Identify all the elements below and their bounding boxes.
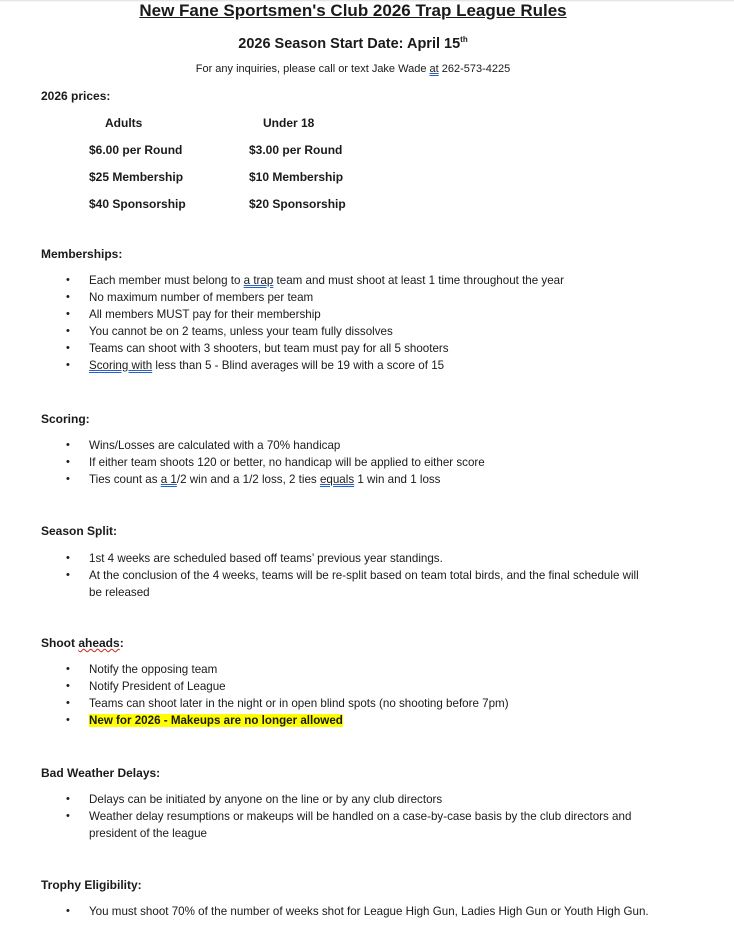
list-item xyxy=(41,437,651,454)
contact-text: For any inquiries, please call or text Jake Wade xyxy=(195,63,430,75)
item-text: Notify the opposing team xyxy=(89,663,218,676)
memberships-heading: Memberships: xyxy=(41,247,123,261)
item-text: /2 win and a 1/2 loss, 2 ties xyxy=(176,473,320,486)
list-item xyxy=(41,903,651,920)
season-split-list xyxy=(41,550,651,601)
list-item xyxy=(41,323,651,340)
item-text: Delays can be initiated by anyone on the line or by any club directors xyxy=(89,793,443,806)
trophy-list xyxy=(41,903,651,920)
bullet-icon: • xyxy=(66,456,70,468)
document-title: New Fane Sportsmen's Club 2026 Trap League Rules xyxy=(139,1,567,20)
season-start-date xyxy=(0,30,706,54)
item-text: You must shoot 70% of the number of weeks shot for League High Gun, Ladies High Gun or Youth High Gun. xyxy=(89,905,649,918)
youth-price-membership: $10 Membership xyxy=(249,170,344,184)
list-item xyxy=(41,712,651,729)
bullet-icon: • xyxy=(66,342,70,354)
shoot-aheads-list xyxy=(41,661,651,729)
list-item xyxy=(41,306,651,323)
contact-phone: 262-573-4225 xyxy=(438,63,511,75)
prices-heading: 2026 prices: xyxy=(41,89,111,103)
contact-at: at xyxy=(429,63,439,75)
adults-label: Adults xyxy=(105,116,143,130)
shoot-aheads-heading xyxy=(41,635,124,651)
item-text: team and must shoot at least 1 time throughout the year xyxy=(273,274,564,287)
bullet-icon: • xyxy=(66,308,70,320)
item-text: Weather delay resumptions or makeups will be handled on a case-by-case basis by the club directors and president of the league xyxy=(89,810,632,840)
item-text: Each member must belong to xyxy=(89,274,244,287)
list-item xyxy=(41,695,651,712)
bad-weather-list xyxy=(41,791,651,842)
list-item xyxy=(41,289,651,306)
list-item xyxy=(41,567,651,601)
season-start-text: 2026 Season Start Date: April 15 xyxy=(238,36,461,52)
scoring-heading: Scoring: xyxy=(41,412,90,426)
bullet-icon: • xyxy=(66,473,70,485)
bullet-icon: • xyxy=(66,697,70,709)
item-text: 1 win and 1 loss xyxy=(354,473,441,486)
bullet-icon: • xyxy=(66,359,70,371)
highlighted-notice: New for 2026 - Makeups are no longer allowed xyxy=(89,714,343,727)
item-text-flagged: equals xyxy=(319,473,355,486)
item-text: Teams can shoot later in the night or in open blind spots (no shooting before 7pm) xyxy=(89,697,509,710)
item-text: Notify President of League xyxy=(89,680,226,693)
list-item xyxy=(41,791,651,808)
list-item xyxy=(41,357,651,374)
list-item xyxy=(41,454,651,471)
item-text: No maximum number of members per team xyxy=(89,291,314,304)
season-split-heading: Season Split: xyxy=(41,524,118,538)
scoring-list xyxy=(41,437,651,488)
trophy-heading: Trophy Eligibility: xyxy=(41,878,142,892)
bullet-icon: • xyxy=(66,905,70,917)
item-text: Wins/Losses are calculated with a 70% handicap xyxy=(89,439,341,452)
bullet-icon: • xyxy=(66,291,70,303)
bullet-icon: • xyxy=(66,714,70,726)
adult-price-round: $6.00 per Round xyxy=(89,143,183,157)
list-item xyxy=(41,550,651,567)
bullet-icon: • xyxy=(66,274,70,286)
list-item xyxy=(41,808,651,842)
item-text: Ties count as xyxy=(89,473,161,486)
youth-price-round: $3.00 per Round xyxy=(249,143,343,157)
bullet-icon: • xyxy=(66,439,70,451)
list-item xyxy=(41,678,651,695)
item-text: Teams can shoot with 3 shooters, but team must pay for all 5 shooters xyxy=(89,342,449,355)
item-text: You cannot be on 2 teams, unless your team fully dissolves xyxy=(89,325,393,338)
bullet-icon: • xyxy=(66,810,70,822)
bullet-icon: • xyxy=(66,552,70,564)
bad-weather-heading: Bad Weather Delays: xyxy=(41,766,161,780)
list-item xyxy=(41,471,651,488)
item-text-flagged: a trap xyxy=(243,274,274,287)
list-item xyxy=(41,340,651,357)
under18-label: Under 18 xyxy=(263,116,315,130)
heading-text-misspelled: aheads xyxy=(78,636,120,650)
bullet-icon: • xyxy=(66,793,70,805)
heading-text: : xyxy=(119,636,124,650)
contact-line xyxy=(0,62,706,76)
bullet-icon: • xyxy=(66,663,70,675)
adult-price-sponsorship: $40 Sponsorship xyxy=(89,197,186,211)
item-text: 1st 4 weeks are scheduled based off teams’ previous year standings. xyxy=(89,552,443,565)
heading-text: Shoot xyxy=(41,636,79,650)
adult-price-membership: $25 Membership xyxy=(89,170,184,184)
bullet-icon: • xyxy=(66,325,70,337)
list-item xyxy=(41,661,651,678)
list-item xyxy=(41,272,651,289)
item-text: At the conclusion of the 4 weeks, teams will be re-split based on team total birds, and the final schedule will be released xyxy=(89,569,639,599)
bullet-icon: • xyxy=(66,680,70,692)
memberships-list xyxy=(41,272,651,374)
bullet-icon: • xyxy=(66,569,70,581)
item-text: If either team shoots 120 or better, no handicap will be applied to either score xyxy=(89,456,485,469)
item-text-flagged: Scoring with xyxy=(89,359,153,372)
ordinal-suffix: th xyxy=(460,35,468,44)
item-text-flagged: a 1 xyxy=(160,473,177,486)
item-text: less than 5 - Blind averages will be 19 with a score of 15 xyxy=(152,359,445,372)
youth-price-sponsorship: $20 Sponsorship xyxy=(249,197,346,211)
item-text: All members MUST pay for their membership xyxy=(89,308,321,321)
